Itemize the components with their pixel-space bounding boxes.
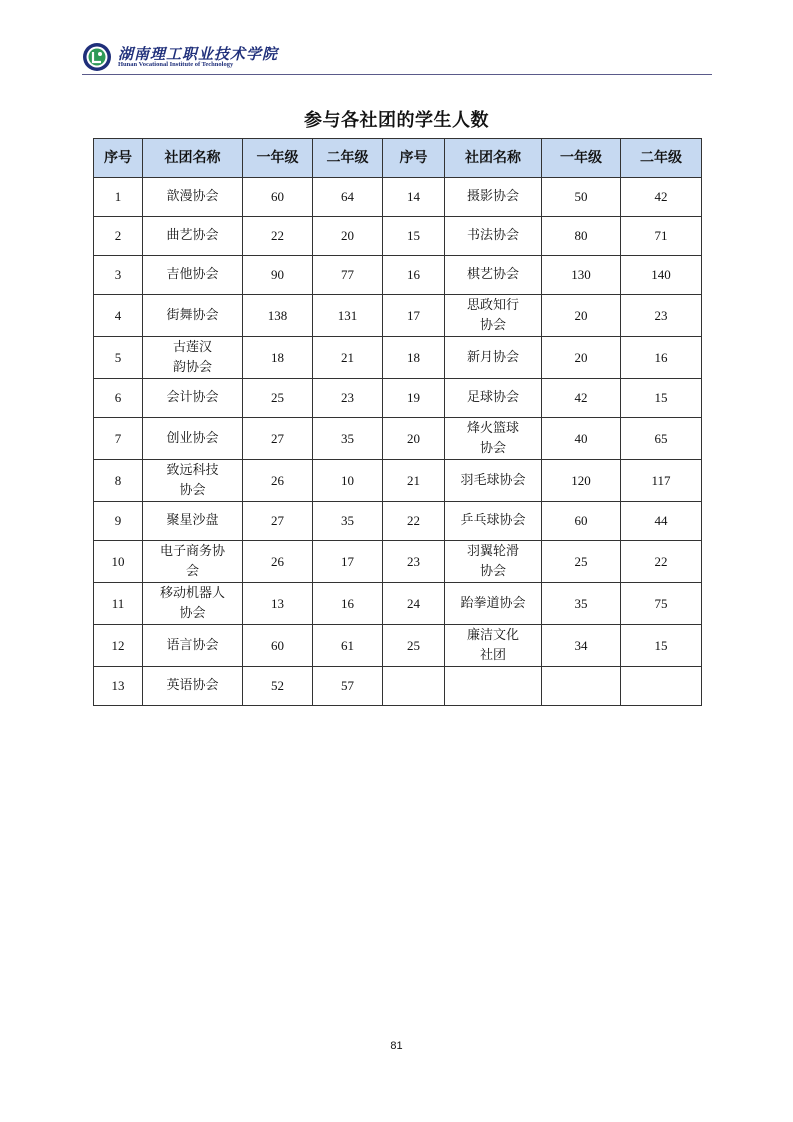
club-number: 1 [94,178,143,217]
page-number: 81 [390,1040,403,1052]
grade2-count: 65 [621,418,702,460]
school-name-cn: 湖南理工职业技术学院 [118,45,279,63]
table-row [94,217,702,256]
school-logo-icon [82,42,112,72]
header-divider [82,74,712,75]
club-name: 思政知行 协会 [445,295,542,337]
club-number: 7 [94,418,143,460]
grade2-count: 61 [313,625,383,667]
club-name: 移动机器人 协会 [143,583,243,625]
grade2-count: 23 [313,379,383,418]
grade1-count: 35 [542,583,621,625]
club-number: 14 [383,178,445,217]
club-number: 2 [94,217,143,256]
club-name: 曲艺协会 [143,217,243,256]
club-number: 16 [383,256,445,295]
table-row [94,337,702,379]
table-row [94,295,702,337]
grade2-count: 22 [621,541,702,583]
grade2-count [621,667,702,706]
column-header: 二年级 [621,139,702,178]
grade1-count: 138 [243,295,313,337]
club-number: 5 [94,337,143,379]
grade1-count: 27 [243,502,313,541]
grade1-count: 52 [243,667,313,706]
club-number: 4 [94,295,143,337]
grade2-count: 16 [621,337,702,379]
club-name: 书法协会 [445,217,542,256]
grade1-count: 130 [542,256,621,295]
column-header: 序号 [383,139,445,178]
grade2-count: 117 [621,460,702,502]
club-name: 羽毛球协会 [445,460,542,502]
grade1-count: 20 [542,295,621,337]
column-header: 序号 [94,139,143,178]
club-name: 廉洁文化 社团 [445,625,542,667]
table-row [94,418,702,460]
club-name: 英语协会 [143,667,243,706]
grade1-count: 20 [542,337,621,379]
club-name: 歆漫协会 [143,178,243,217]
club-name: 会计协会 [143,379,243,418]
grade1-count [542,667,621,706]
club-number: 3 [94,256,143,295]
club-number: 10 [94,541,143,583]
grade1-count: 50 [542,178,621,217]
grade2-count: 15 [621,379,702,418]
grade2-count: 21 [313,337,383,379]
grade1-count: 25 [243,379,313,418]
grade1-count: 18 [243,337,313,379]
grade2-count: 15 [621,625,702,667]
column-header: 二年级 [313,139,383,178]
club-number: 12 [94,625,143,667]
column-header: 社团名称 [445,139,542,178]
grade2-count: 140 [621,256,702,295]
column-header: 一年级 [243,139,313,178]
club-number: 21 [383,460,445,502]
club-name: 羽翼轮滑 协会 [445,541,542,583]
club-number: 25 [383,625,445,667]
grade2-count: 44 [621,502,702,541]
table-body [94,178,702,706]
club-number: 18 [383,337,445,379]
club-number: 13 [94,667,143,706]
grade2-count: 64 [313,178,383,217]
grade2-count: 35 [313,418,383,460]
club-number: 17 [383,295,445,337]
grade1-count: 27 [243,418,313,460]
club-number: 24 [383,583,445,625]
club-name [445,667,542,706]
grade1-count: 42 [542,379,621,418]
grade2-count: 77 [313,256,383,295]
club-name: 棋艺协会 [445,256,542,295]
club-name: 聚星沙盘 [143,502,243,541]
table-row [94,667,702,706]
grade1-count: 25 [542,541,621,583]
grade1-count: 26 [243,460,313,502]
table-row [94,502,702,541]
grade1-count: 22 [243,217,313,256]
grade2-count: 23 [621,295,702,337]
club-number: 11 [94,583,143,625]
page-header [82,40,712,76]
column-header: 一年级 [542,139,621,178]
club-name: 烽火篮球 协会 [445,418,542,460]
grade1-count: 60 [542,502,621,541]
column-header: 社团名称 [143,139,243,178]
club-name: 致远科技 协会 [143,460,243,502]
grade2-count: 10 [313,460,383,502]
club-name: 足球协会 [445,379,542,418]
grade2-count: 20 [313,217,383,256]
grade2-count: 35 [313,502,383,541]
grade1-count: 80 [542,217,621,256]
club-name: 跆拳道协会 [445,583,542,625]
club-name: 乒乓球协会 [445,502,542,541]
grade1-count: 60 [243,178,313,217]
club-name: 创业协会 [143,418,243,460]
club-name: 摄影协会 [445,178,542,217]
grade1-count: 90 [243,256,313,295]
grade1-count: 34 [542,625,621,667]
table-header-row [94,139,702,178]
club-number: 9 [94,502,143,541]
grade1-count: 40 [542,418,621,460]
table-row [94,541,702,583]
club-name: 语言协会 [143,625,243,667]
club-name: 电子商务协 会 [143,541,243,583]
grade2-count: 17 [313,541,383,583]
club-name: 新月协会 [445,337,542,379]
table-row [94,625,702,667]
club-number: 20 [383,418,445,460]
grade2-count: 131 [313,295,383,337]
club-table [93,138,702,706]
club-number [383,667,445,706]
grade2-count: 71 [621,217,702,256]
club-name: 古莲汉 韵协会 [143,337,243,379]
club-number: 8 [94,460,143,502]
table-row [94,460,702,502]
grade1-count: 13 [243,583,313,625]
grade2-count: 16 [313,583,383,625]
grade2-count: 75 [621,583,702,625]
table-row [94,379,702,418]
table-row [94,583,702,625]
club-number: 15 [383,217,445,256]
grade1-count: 60 [243,625,313,667]
grade1-count: 26 [243,541,313,583]
page-title: 参与各社团的学生人数 [304,110,489,131]
grade2-count: 57 [313,667,383,706]
table-row [94,256,702,295]
grade2-count: 42 [621,178,702,217]
club-number: 19 [383,379,445,418]
club-number: 6 [94,379,143,418]
club-number: 23 [383,541,445,583]
club-name: 吉他协会 [143,256,243,295]
table-row [94,178,702,217]
club-name: 街舞协会 [143,295,243,337]
club-number: 22 [383,502,445,541]
school-name-en: Hunan Vocational Institute of Technology [118,61,234,68]
grade1-count: 120 [542,460,621,502]
